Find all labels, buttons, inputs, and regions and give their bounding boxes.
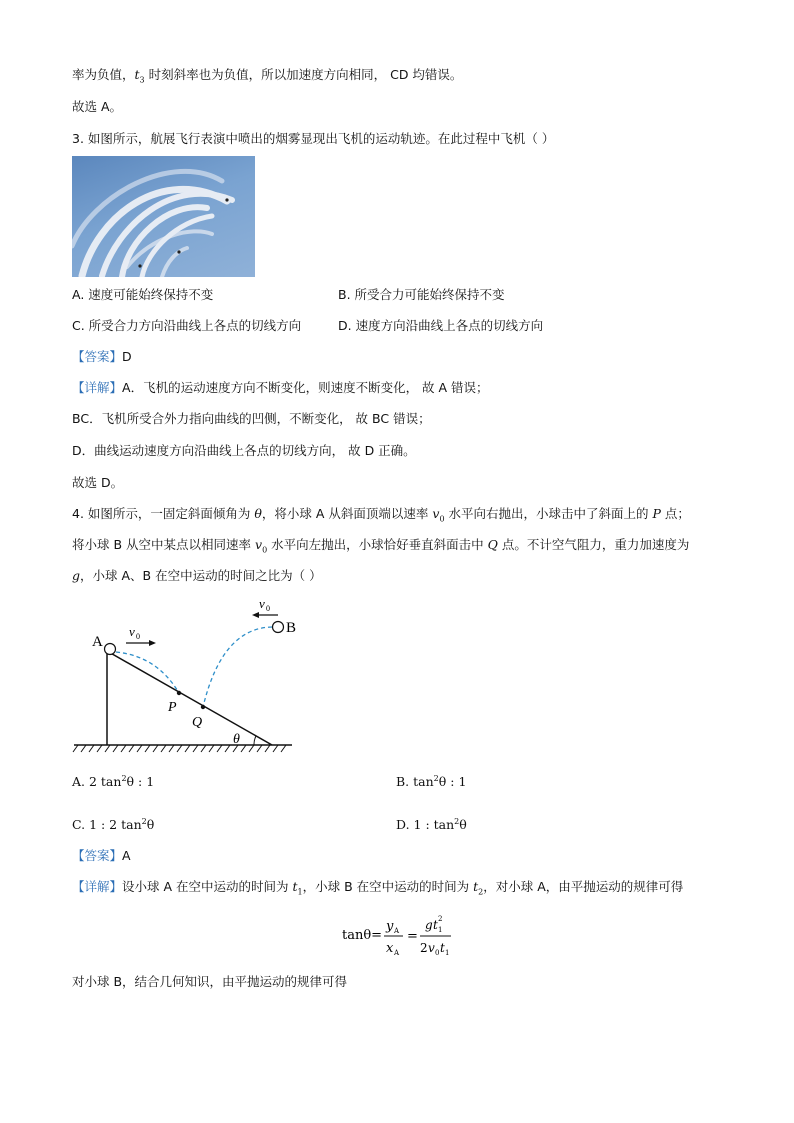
ball-a xyxy=(105,644,116,655)
prev-conclusion: 故选 A。 xyxy=(72,99,123,114)
svg-text:2: 2 xyxy=(420,941,428,955)
q3-detail-3: D．曲线运动速度方向沿曲线上各点的切线方向， 故 D 正确。 xyxy=(72,443,416,458)
label-a: A xyxy=(92,634,103,650)
svg-text:g: g xyxy=(425,918,433,932)
svg-text:y: y xyxy=(386,919,394,934)
svg-text:A: A xyxy=(394,927,400,935)
q3-detail-2: BC．飞机所受合外力指向曲线的凹侧，不断变化， 故 BC 错误； xyxy=(72,411,431,426)
svg-text:x: x xyxy=(386,941,394,956)
q3-option-c: C. 所受合力方向沿曲线上各点的切线方向 xyxy=(72,318,302,333)
label-v0-b: v xyxy=(259,596,265,611)
q4-stem-line-3: g，小球 A、B 在空中运动的时间之比为（ ） xyxy=(72,568,322,583)
svg-text:1: 1 xyxy=(438,926,443,934)
smoke-trails-image xyxy=(72,156,255,277)
formula-tan-theta xyxy=(342,912,462,962)
q4-option-b: B. $\tan^2\theta$ : 1 xyxy=(396,774,467,790)
svg-text:1: 1 xyxy=(445,949,450,957)
svg-text:t: t xyxy=(433,918,438,932)
angle-arc xyxy=(254,736,256,745)
label-v0-a: v xyxy=(129,624,135,639)
q3-option-d: D. 速度方向沿曲线上各点的切线方向 xyxy=(338,318,544,333)
q3-option-a: A. 速度可能始终保持不变 xyxy=(72,287,214,302)
svg-text:0: 0 xyxy=(435,949,440,957)
q4-after-formula: 对小球 B，结合几何知识，由平抛运动的规律可得 xyxy=(72,974,348,989)
incline-diagram xyxy=(72,596,297,756)
label-b: B xyxy=(286,620,297,636)
svg-text:t: t xyxy=(440,941,445,955)
point-p xyxy=(177,691,181,695)
q3-detail-1: 【详解】A．飞机的运动速度方向不断变化，则速度不断变化， 故 A 错误； xyxy=(72,380,489,395)
airshow-smoke-photo xyxy=(72,156,255,277)
q4-detail: 【详解】设小球 A 在空中运动的时间为 $t_1$，小球 B 在空中运动的时间为 $t_2$，对小球 A，由平抛运动的规律可得 xyxy=(72,879,684,897)
svg-text:tanθ=: tanθ= xyxy=(342,928,383,943)
incline-line xyxy=(107,651,272,745)
ball-b xyxy=(273,622,284,633)
svg-text:v: v xyxy=(428,941,435,955)
label-v0-a-sub: 0 xyxy=(136,632,140,641)
svg-text:=: = xyxy=(407,929,418,944)
label-v0-b-sub: 0 xyxy=(266,604,270,613)
q3-option-b: B. 所受合力可能始终保持不变 xyxy=(338,287,505,302)
trajectory-b xyxy=(203,627,272,707)
q4-option-c: C. 1 : 2 $\tan^2\theta$ xyxy=(72,817,155,833)
q3-conclusion: 故选 D。 xyxy=(72,475,124,490)
q3-answer: 【答案】D xyxy=(72,349,132,364)
point-q xyxy=(201,705,205,709)
ground-hatching xyxy=(73,745,286,752)
q4-option-d: D. 1 : $\tan^2\theta$ xyxy=(396,817,467,833)
incline-projectile-figure xyxy=(72,596,297,756)
q4-answer: 【答案】A xyxy=(72,848,131,863)
q4-stem-line-1: 4. 如图所示，一固定斜面倾角为 θ，将小球 A 从斜面顶端以速率 $v_0$ 水平向右抛出，小球击中了斜面上的 P 点； xyxy=(72,506,690,524)
q4-option-a: A. 2 $\tan^2\theta$ : 1 xyxy=(72,774,155,790)
q4-stem-line-2: 将小球 B 从空中某点以相同速率 $v_0$ 水平向左抛出，小球恰好垂直斜面击中 Q 点。不计空气阻力，重力加速度为 xyxy=(72,537,690,555)
svg-text:2: 2 xyxy=(438,915,443,923)
label-q: Q xyxy=(192,715,203,730)
q3-stem: 3. 如图所示，航展飞行表演中喷出的烟雾显现出飞机的运动轨迹。在此过程中飞机（ ） xyxy=(72,131,555,146)
prev-line-1: 率为负值，$t_3$ 时刻斜率也为负值，所以加速度方向相同， CD 均错误。 xyxy=(72,67,463,85)
svg-text:A: A xyxy=(394,949,400,957)
label-p: P xyxy=(168,700,177,715)
label-theta: θ xyxy=(233,732,240,747)
